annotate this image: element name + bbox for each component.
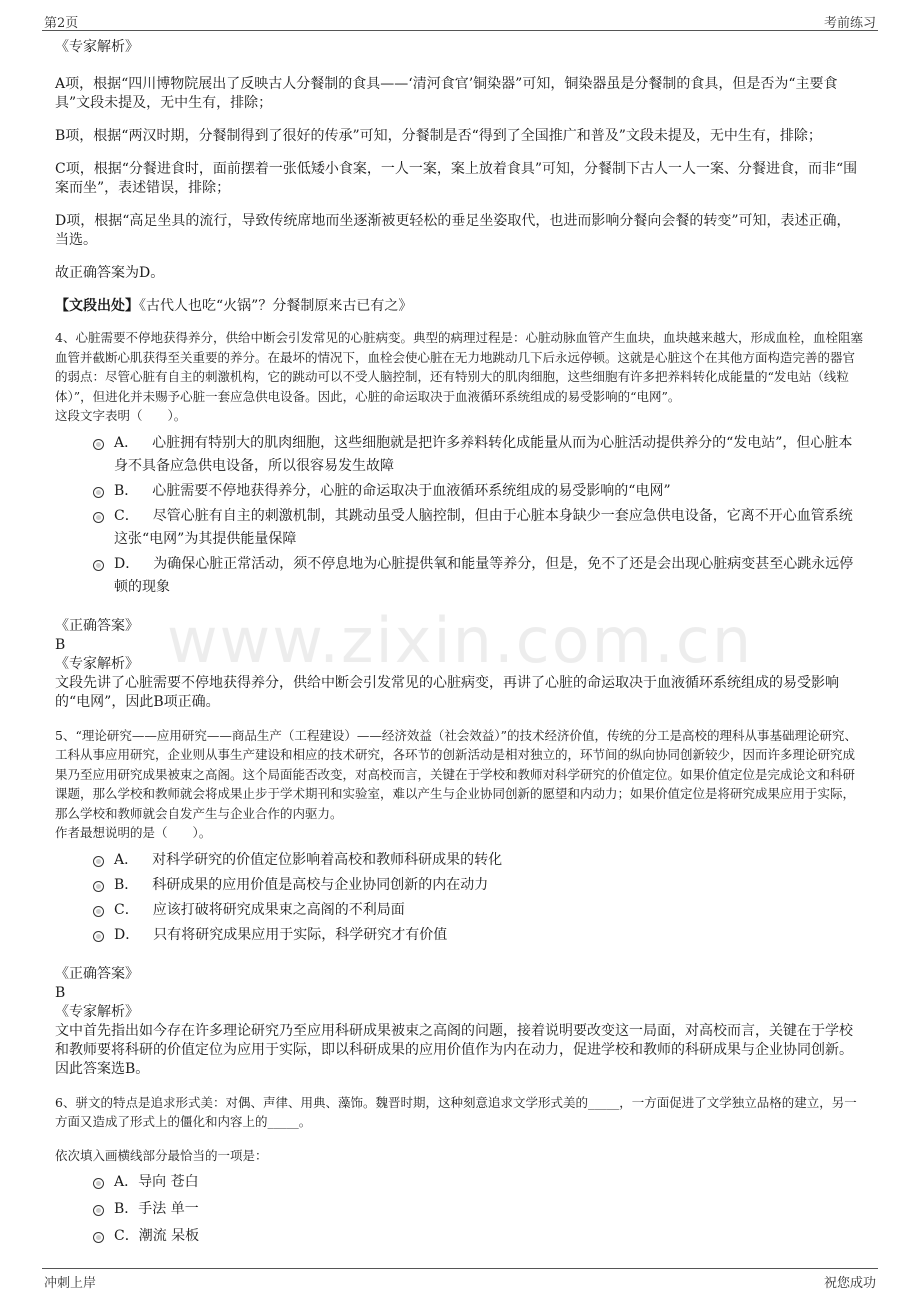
q4-prompt: 这段文字表明（ ）。 (55, 408, 187, 423)
q5-stem: 5、“理论研究——应用研究——商品生产（工程建设）——经济效益（社会效益）”的技术经济价值，传统的分工是高校的理科从事基础理论研究、工科从事应用研究，企业则从事生产建设和相应的技术研究，各环节的创新活动是相对独立的，环节间的纵向协同创新较少，因而许多理论研究成果乃至应用研究成果被束之高阁。这个局面能否改变，对高校而言，关键在于学校和教师对科学研究的价值定位。如果价值定位是完成论文和科研课题，那么学校和教师就会将成果止步于学术期刊和实验室，难以产生与企业协同创新的愿望和内动力；如果价值定位是将研究成果应用于实际，那么学校和教师就会自发产生与企业合作的内驱力。 (55, 727, 857, 821)
option-letter: D． (114, 555, 140, 572)
q3-analysis-d: D项，根据“高足坐具的流行，导致传统席地而坐逐渐被更轻松的垂足坐姿取代，也进而影响分餐向会餐的转变”可知，表述正确，当选。 (55, 213, 851, 248)
footer-left: 冲刺上岸 (44, 1276, 97, 1291)
radio-icon[interactable] (93, 1232, 104, 1243)
q5-option-c[interactable] (93, 899, 863, 922)
q5-analysis-label: 《专家解析》 (55, 1003, 139, 1020)
footer-right: 祝您成功 (823, 1276, 876, 1291)
q3-analysis-a: A项，根据“四川博物院展出了反映古人分餐制的食具——‘清河食官’铜染器”可知，铜染器虽是分餐制的食具，但是否为“主要食具”文段未提及，无中生有，排除； (55, 76, 838, 111)
q6-stem: 6、骈文的特点是追求形式美：对偶、声律、用典、藻饰。魏晋时期，这种刻意追求文学形式美的_____，一方面促进了文学独立品格的建立，另一方面又造成了形式上的僵化和内容上的_____。 (55, 1094, 857, 1129)
q5-options (93, 849, 863, 947)
radio-icon[interactable] (93, 487, 104, 498)
q4-answer: B (55, 636, 66, 653)
q4-answer-label: 《正确答案》 (55, 617, 139, 634)
q6-prompt: 依次填入画横线部分最恰当的一项是： (55, 1147, 268, 1163)
radio-icon[interactable] (93, 439, 104, 450)
q6-options (93, 1171, 863, 1248)
option-text: 尽管心脏有自主的刺激机制，其跳动虽受人脑控制，但由于心脏本身缺少一套应急供电设备，它离不开心血管系统这张“电网”为其提供能量保障 (114, 507, 853, 547)
option-letter: C． (114, 901, 139, 918)
q5-answer: B (55, 984, 66, 1001)
option-text: 只有将研究成果应用于实际，科学研究才有价值 (153, 926, 448, 943)
q4-stem: 4、心脏需要不停地获得养分，供给中断会引发常见的心脏病变。典型的病理过程是：心脏动脉血管产生血块，血块越来越大，形成血栓，血栓阻塞血管并截断心肌获得至关重要的养分。在最坏的情况下，血栓会使心脏在无力地跳动几下后永远停顿。这就是心脏这个在其他方面构造完善的器官的弱点：尽管心脏有自主的刺激机构，它的跳动可以不受人脑控制，还有特别大的肌肉细胞，这些细胞有许多把养料转化成能量的“发电站（线粒体）”，但进化并未赐予心脏一套应急供电设备。因此，心脏的命运取决于血液循环系统组成的易受影响的“电网”。 (55, 330, 863, 404)
q6-option-a[interactable] (93, 1171, 863, 1194)
watermark: www.zixin.com.cn (166, 604, 754, 677)
q3-conclusion: 故正确答案为D。 (55, 265, 165, 281)
q4-option-c[interactable] (93, 505, 863, 551)
option-text: 心脏拥有特别大的肌肉细胞，这些细胞就是把许多养料转化成能量从而为心脏活动提供养分的“发电站”，但心脏本身不具备应急供电设备，所以很容易发生故障 (114, 434, 853, 474)
radio-icon[interactable] (93, 560, 104, 571)
option-text: 潮流 呆板 (138, 1228, 200, 1244)
page-content (55, 38, 863, 1250)
q3-source (55, 297, 863, 316)
option-letter: B． (114, 1201, 139, 1217)
page-footer (42, 1268, 878, 1293)
q5-prompt: 作者最想说明的是（ ）。 (55, 825, 212, 840)
option-text: 手法 单一 (138, 1201, 199, 1217)
radio-icon[interactable] (93, 1178, 104, 1189)
q5-option-b[interactable] (93, 874, 863, 897)
option-text: 导向 苍白 (138, 1174, 199, 1190)
option-letter: B． (114, 482, 139, 499)
page-header (42, 10, 878, 31)
q5-analysis: 文中首先指出如今存在许多理论研究乃至应用科研成果被束之高阁的问题，接着说明要改变这一局面，对高校而言，关键在于学校和教师要将科研的价值定位为应用于实际，即以科研成果的应用价值作为内在动力，促进学校和教师的科研成果与企业协同创新。因此答案选B。 (55, 1022, 853, 1077)
radio-icon[interactable] (93, 881, 104, 892)
q4-option-a[interactable] (93, 432, 863, 478)
page-number: 第2页 (44, 16, 79, 31)
q3-analysis-c: C项，根据“分餐进食时，面前摆着一张低矮小食案，一人一案，案上放着食具”可知，分餐制下古人一人一案、分餐进食，而非“围案而坐”，表述错误，排除； (55, 161, 858, 196)
option-text: 对科学研究的价值定位影响着高校和教师科研成果的转化 (152, 851, 503, 868)
q4-option-d[interactable] (93, 553, 863, 599)
option-letter: A． (114, 1174, 139, 1190)
q5-option-a[interactable] (93, 849, 863, 872)
option-text: 应该打破将研究成果束之高阁的不利局面 (152, 901, 405, 918)
q6-option-c[interactable] (93, 1225, 863, 1248)
radio-icon[interactable] (93, 512, 104, 523)
q4-analysis-label: 《专家解析》 (55, 655, 139, 672)
q5-option-d[interactable] (93, 924, 863, 947)
option-letter: C． (114, 1228, 139, 1244)
radio-icon[interactable] (93, 931, 104, 942)
option-letter: D． (114, 926, 140, 943)
q4-option-b[interactable] (93, 480, 863, 503)
header-title: 考前练习 (823, 16, 876, 31)
q3-source-text: 《古代人也吃“火锅”？分餐制原来古已有之》 (139, 298, 413, 314)
option-letter: B． (114, 876, 139, 893)
q4-analysis: 文段先讲了心脏需要不停地获得养分，供给中断会引发常见的心脏病变，再讲了心脏的命运取决于血液循环系统组成的易受影响的“电网”，因此B项正确。 (55, 674, 839, 710)
q5-answer-label: 《正确答案》 (55, 965, 139, 982)
option-letter: C． (114, 507, 139, 524)
radio-icon[interactable] (93, 906, 104, 917)
option-text: 科研成果的应用价值是高校与企业协同创新的内在动力 (152, 876, 489, 893)
option-letter: A． (114, 851, 139, 868)
option-text: 为确保心脏正常活动，须不停息地为心脏提供氧和能量等养分，但是，免不了还是会出现心脏病变甚至心跳永远停顿的现象 (114, 555, 854, 595)
q3-source-label: 【文段出处】 (55, 298, 139, 314)
radio-icon[interactable] (93, 1205, 104, 1216)
q4-options (93, 432, 863, 599)
q3-analysis-b: B项，根据“两汉时期，分餐制得到了很好的传承”可知，分餐制是否“得到了全国推广和普及”文段未提及，无中生有，排除； (55, 128, 822, 144)
option-text: 心脏需要不停地获得养分，心脏的命运取决于血液循环系统组成的易受影响的“电网” (152, 482, 671, 499)
q3-analysis-label: 《专家解析》 (55, 39, 139, 55)
option-letter: A． (114, 434, 139, 451)
radio-icon[interactable] (93, 856, 104, 867)
q6-option-b[interactable] (93, 1198, 863, 1221)
